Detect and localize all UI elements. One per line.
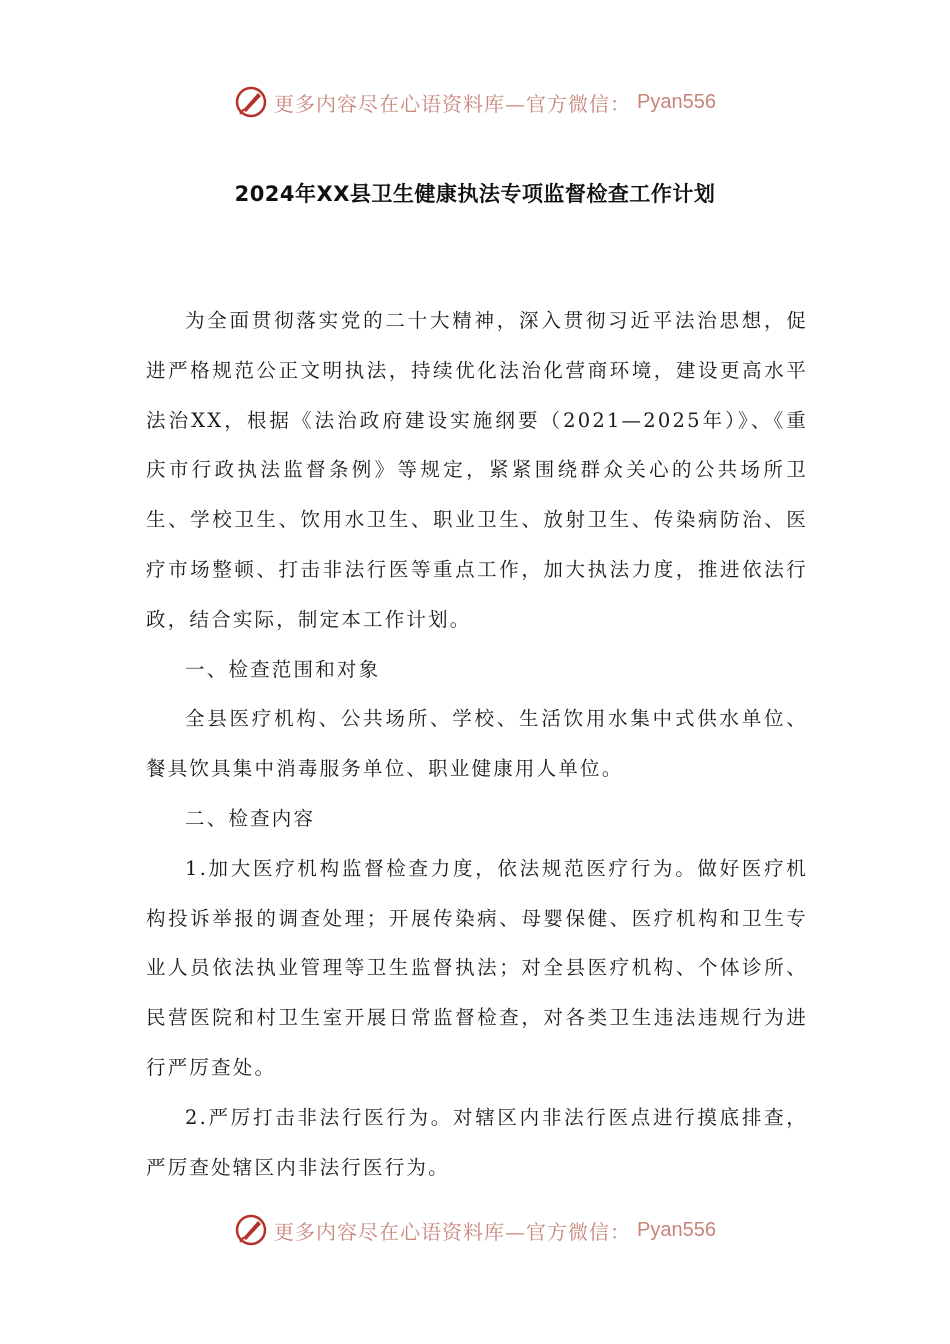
watermark-wechat-id: Pyan556	[637, 1218, 716, 1241]
section-heading-content: 二、检查内容	[185, 806, 316, 830]
document-body	[146, 296, 808, 1192]
watermark-banner-top	[0, 82, 950, 122]
quill-logo-icon	[234, 1213, 268, 1247]
content-item-1: 1.加大医疗机构监督检查力度，依法规范医疗行为。做好医疗机构投诉举报的调查处理；开展传染病、母婴保健、医疗机构和卫生专业人员依法执业管理等卫生监督执法；对全县医疗机构、个体诊所、民营医院和村卫生室开展日常监督检查，对各类卫生违法违规行为进行严厉查处。	[146, 856, 808, 1079]
document-title: 2024年XX县卫生健康执法专项监督检查工作计划	[234, 182, 716, 206]
content-item-2: 2.严厉打击非法行医行为。对辖区内非法行医点进行摸底排查，严厉查处辖区内非法行医行为。	[146, 1105, 808, 1179]
watermark-text: 更多内容尽在心语资料库—官方微信：	[274, 91, 632, 116]
section-heading-scope: 一、检查范围和对象	[185, 657, 381, 681]
intro-paragraph: 为全面贯彻落实党的二十大精神，深入贯彻习近平法治思想，促进严格规范公正文明执法，持续优化法治化营商环境，建设更高水平法治XX，根据《法治政府建设实施纲要（2021—2025年）》、《重庆市行政执法监督条例》等规定，紧紧围绕群众关心的公共场所卫生、学校卫生、饮用水卫生、职业卫生、放射卫生、传染病防治、医疗市场整顿、打击非法行医等重点工作，加大执法力度，推进依法行政，结合实际，制定本工作计划。	[146, 309, 808, 631]
quill-logo-icon	[234, 85, 268, 119]
scope-paragraph: 全县医疗机构、公共场所、学校、生活饮用水集中式供水单位、餐具饮具集中消毒服务单位、职业健康用人单位。	[146, 707, 808, 781]
watermark-wechat-id: Pyan556	[637, 90, 716, 113]
watermark-text: 更多内容尽在心语资料库—官方微信：	[274, 1219, 632, 1244]
watermark-banner-bottom	[0, 1210, 950, 1250]
